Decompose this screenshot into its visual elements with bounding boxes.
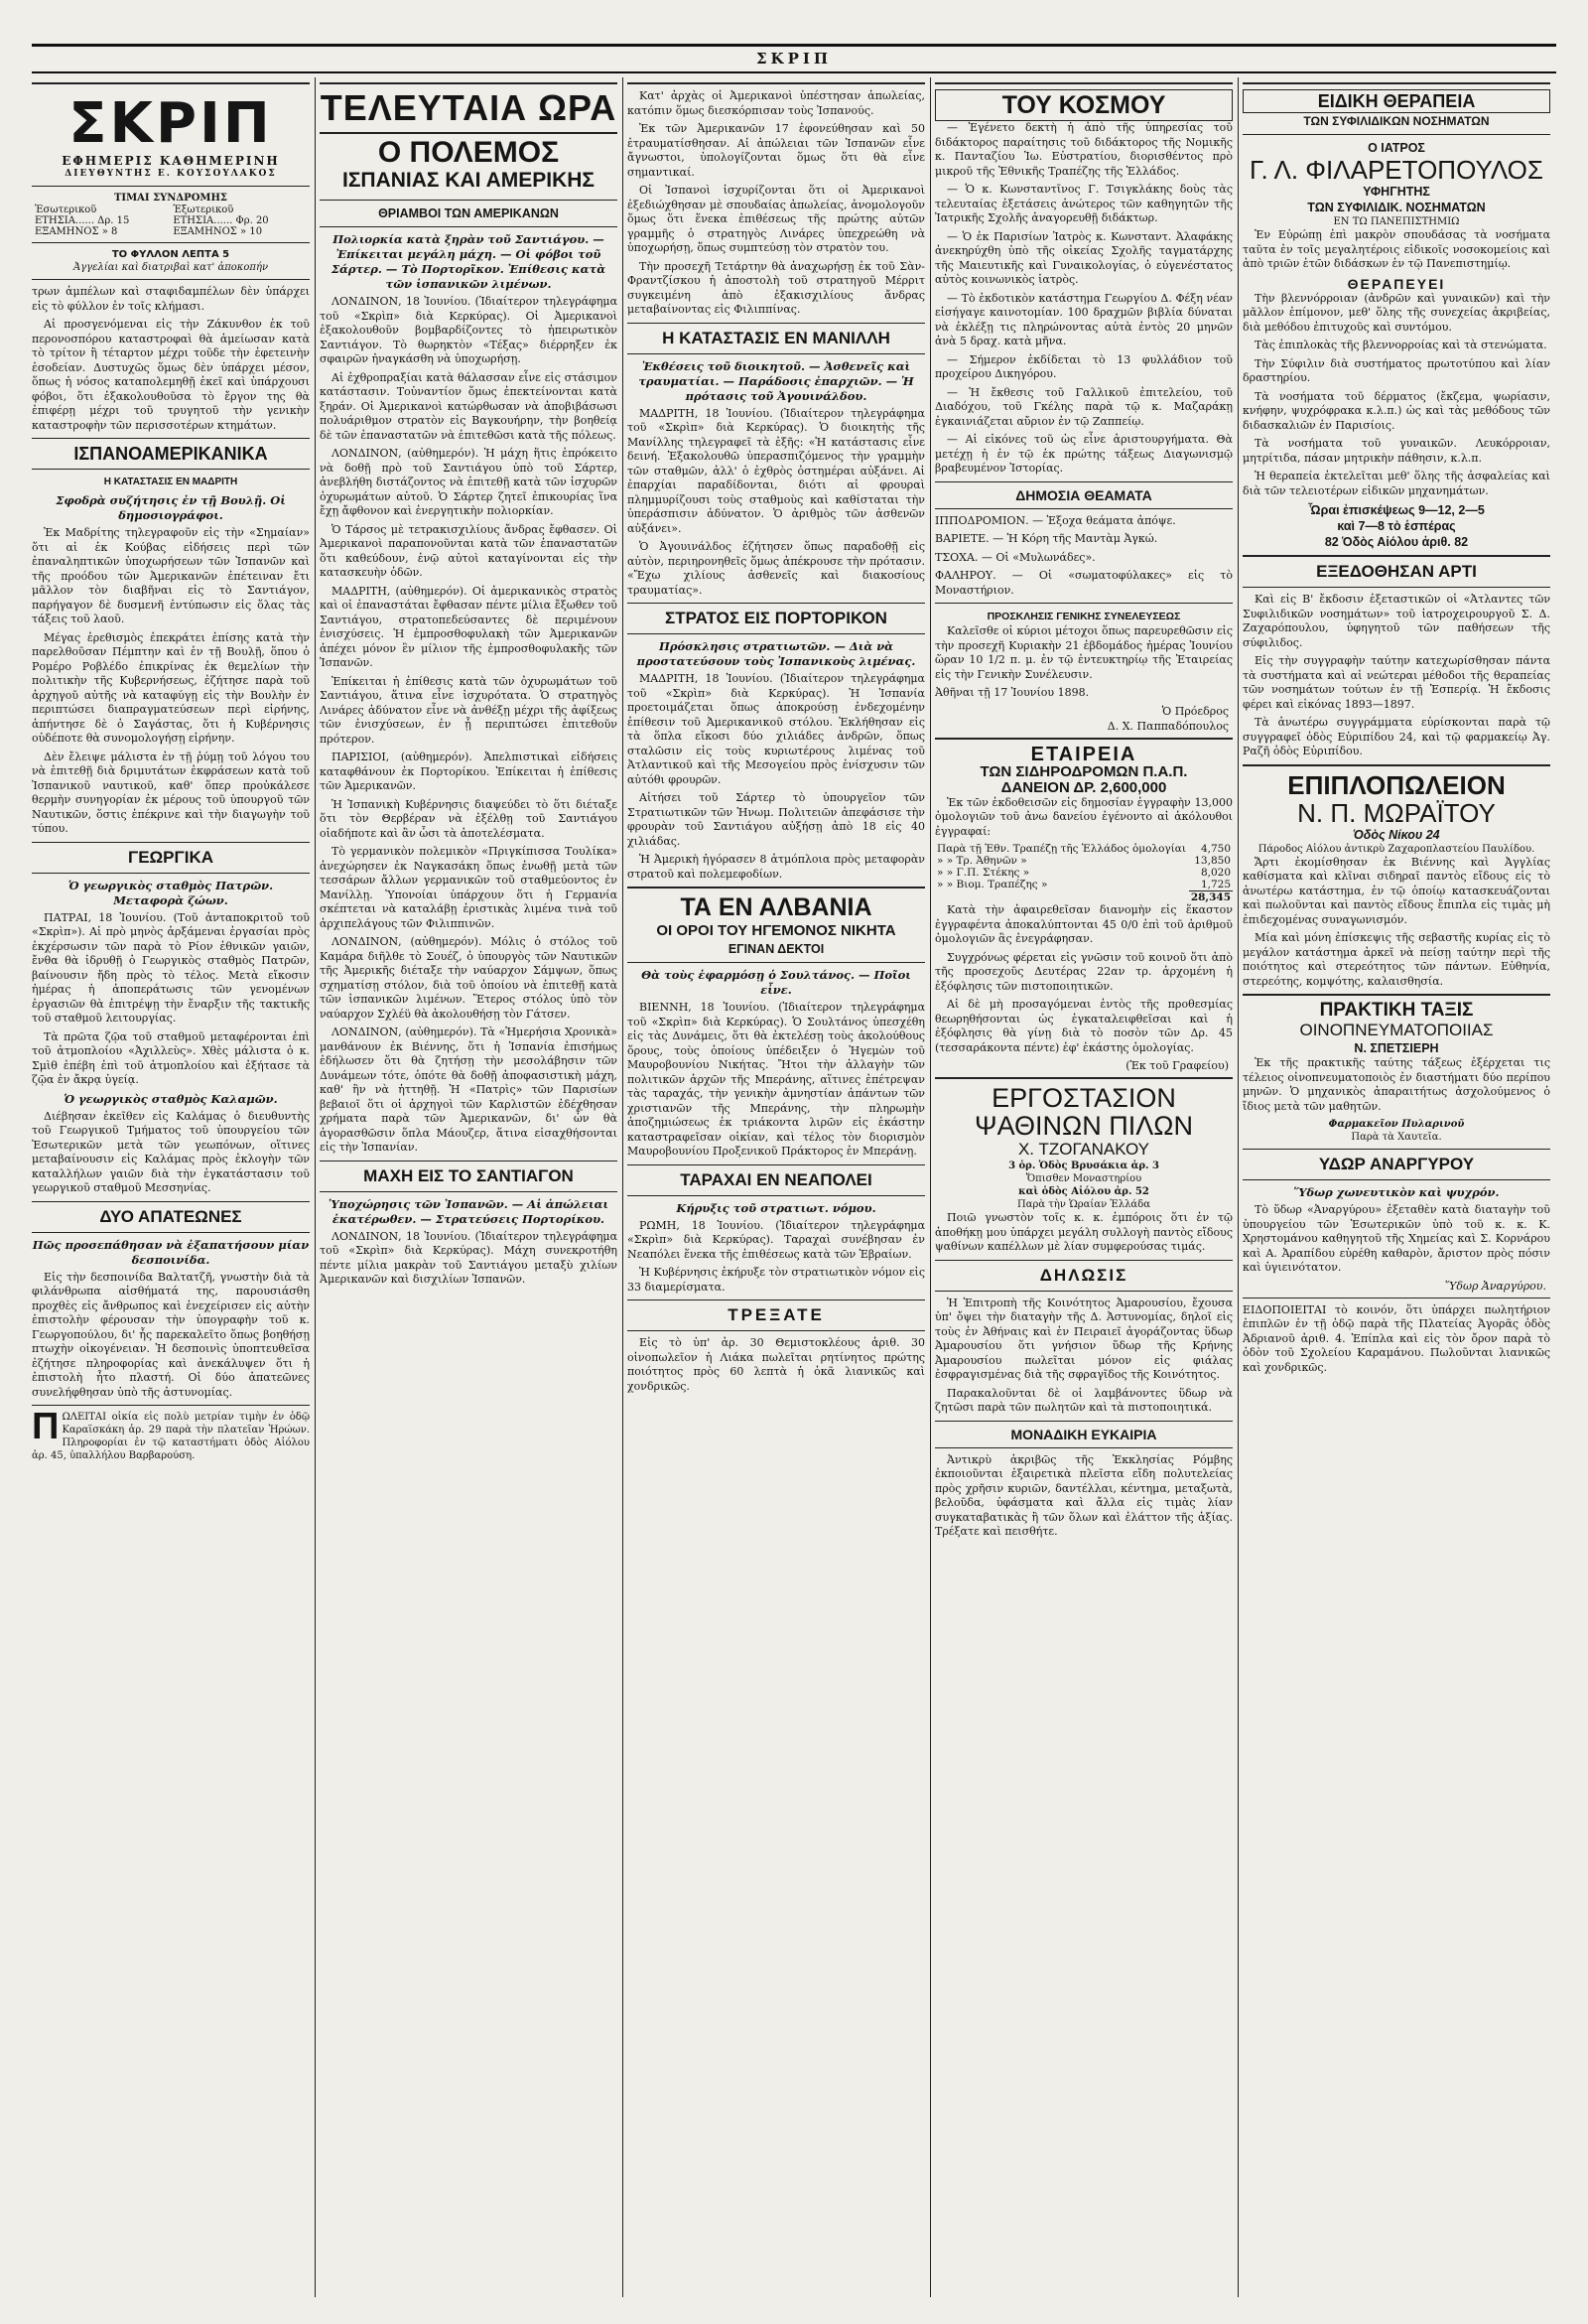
paragraph: Ἡ θεραπεία ἐκτελεῖται μεθ' ὅλης τῆς ἀσφαλείας καὶ διὰ τῶν τελειοτέρων εἰδικῶν μηχανημάτων. [1243,470,1550,497]
article-deck: Πῶς προσεπάθησαν νὰ ἐξαπατήσουν μίαν δεσποινίδα. [32,1237,310,1267]
doctor-name: Γ. Λ. ΦΙΛΑΡΕΤΟΠΟΥΛΟΣ [1250,155,1543,185]
paragraph: ΩΛΕΙΤΑΙ οἰκία εἰς πολὺ μετρίαν τιμὴν ἐν ὁδῷ Καραϊσκάκη ἀρ. 29 παρὰ τὴν πλατεῖαν Ἡρώων. Πληροφορίαι ἐν τῷ καταστήματι ὁδὸς Αἰόλου ἀρ. 45, ὑπαλλήλου Βαρβαρούση. [32,1412,310,1461]
subs-domestic-label: Ἐσωτερικοῦ [35,205,97,215]
ad-heading: Χ. ΤΖΟΓΑΝΑΚΟΥ [1017,1140,1150,1159]
column-2 [320,77,617,2297]
paragraph: Τὸ ὕδωρ «Ἀναργύρου» ἐξεταθὲν κατὰ διαταγὴν τοῦ ὑπουργείου τῶν Ἐσωτερικῶν ὑπὸ τοῦ κ. κ. Κ. Χρηστομάνου καθηγητοῦ τῆς Χημείας καὶ Σ. Κορνάρου καὶ Α. Ἀραπίδου εὑρέθη καθαρὸν, ἄριστον πρὸς πόσιν καὶ ὑγιεινότατον. [1243,1203,1550,1274]
loan-row [935,879,1233,891]
section-heading: ΔΗΜΟΣΙΑ ΘΕΑΜΑΤΑ [1015,486,1152,503]
masthead-title: ΣΚΡΙΠ [68,91,273,156]
ad-heading: ΔΗΛΩΣΙΣ [1039,1265,1128,1285]
divider [627,1195,925,1196]
paragraph: ΛΟΝΔΙΝΟΝ, 18 Ἰουνίου. (Ἰδιαίτερον τηλεγράφημα τοῦ «Σκρὶπ» διὰ Κερκύρας). Μάχη συνεκροτήθη πέντε μίλια μακρὰν τοῦ Σαντιάγου μεταξὺ χιλίων Ἀμερικανῶν καὶ δισχιλίων Ἰσπανῶν. [320,1229,617,1286]
ad-heading: ΕΙΔΙΚΗ ΘΕΡΑΠΕΙΑ [1243,89,1550,113]
loan-row-label: Παρὰ τῇ Ἐθν. Τραπέζῃ τῆς Ἑλλάδος ὁμολογίαι [937,843,1187,855]
subs-cell: ΕΤΗΣΙΑ...... Φρ. 20 [173,215,269,226]
paragraph: Κατ' ἀρχὰς οἱ Ἀμερικανοὶ ὑπέστησαν ἀπωλείας, κατόπιν ὅμως διεσκόρπισαν τοὺς Ἰσπανούς. [627,89,925,117]
office-signature: (Ἐκ τοῦ Γραφείου) [1125,1059,1229,1072]
subs-foreign-label: Ἐξωτερικοῦ [173,205,234,215]
subscription-table [32,205,310,237]
paragraph: Τὸ γερμανικὸν πολεμικὸν «Πριγκίπισσα Τουλίκα» ἀνεχώρησεν ἐκ Ναγκασάκη ὅπως ἐνωθῇ μετὰ τῶν τεσσάρων ἄλλων γερμανικῶν τοῦ σταθμεύοντος ἐν Μανίλλῃ. Ὑπονοίαι ὑπάρχουν ὅτι ἡ Γερμανία σκέπτεται νὰ καταλάβῃ ἐριστικὰς λιμένα τινὰ τοῦ ἀρχιπελάγους τῶν Φιλιππινῶν. [320,845,617,930]
paragraph: Ἐν Εὐρώπῃ ἐπὶ μακρὸν σπουδάσας τὰ νοσήματα ταῦτα ἐν τοῖς μεγαλητέροις εἰδικοῖς νοσοκομείοις καὶ ἀπὸ τριῶν ἐτῶν διδάσκων ἐν τῷ Πανεπιστημίῳ. [1243,228,1550,270]
loan-total-label [935,891,1189,904]
loan-row-label: » » Τρ. Ἀθηνῶν » [937,855,1027,867]
column-1 [32,77,310,2297]
ad-heading: ΨΑΘΙΝΩΝ ΠΙΛΩΝ [975,1111,1193,1141]
divider [935,738,1233,740]
divider [1243,1179,1550,1180]
divider [1243,994,1550,996]
divider [32,469,310,470]
paragraph: Τὴν προσεχῆ Τετάρτην θὰ ἀναχωρήσῃ ἐκ τοῦ Σὰν-Φραντζίσκου ἡ ἀποστολὴ τοῦ στρατηγοῦ Μέρριτ συγκειμένη ἀπὸ ἑξακισχιλίους ἄνδρας μεταβαίνοντας εἰς Φιλιππίνας. [627,259,925,316]
masthead-subtitle: ΕΦΗΜΕΡΙΣ ΚΑΘΗΜΕΡΙΝΗ [62,154,280,168]
ad-subheading: ΥΦΗΓΗΤΗΣ [1363,185,1430,199]
divider [320,132,617,134]
ad-heading: ΥΔΩΡ ΑΝΑΡΓΥΡΟΥ [1318,1155,1475,1173]
divider [320,226,617,227]
divider [627,82,925,84]
headline: Ο ΠΟΛΕΜΟΣ [377,136,560,169]
paragraph: Εἰς τὴν συγγραφὴν ταύτην κατεχωρίσθησαν πάντα τὰ συστήματα καὶ αἱ νεώτεραι μέθοδοι τῆς θεραπείας τῶν νοσημάτων τούτων ἐν τῇ Ἑσπερίᾳ. Ἡ ἔκδοσις φέρει καὶ εἰκόνας 1893—1897. [1243,654,1550,711]
paragraph: Τὴν Σύφιλιν διὰ συστήματος πρωτοτύπου καὶ λίαν δραστηρίου. [1243,356,1550,384]
paragraph: Ἡ Ἐπιτροπὴ τῆς Κοινότητος Ἀμαρουσίου, ἔχουσα ὑπ' ὄψει τὴν διαταγὴν τῆς Δ. Ἀστυνομίας, δηλοῖ εἰς τοὺς ἐν Ἀθήναις καὶ ἐν Πειραιεῖ ἀγοράζοντας ὕδωρ Ἀμαρουσίου ὅτι γνήσιον ὕδωρ τῆς Κρήνης Ἀμαρουσίου πωλεῖται μόνον εἰς φιάλας ἐσφραγισμένας διὰ τῆς σφραγῖδος τῆς Κοινότητος. [935,1296,1233,1381]
paragraph: Δὲν ἔλειψε μάλιστα ἐν τῇ ῥύμῃ τοῦ λόγου του νὰ ἐπιτεθῇ διὰ δριμυτάτων ἐκφράσεων κατὰ τοῦ Ἰσπανικοῦ ναυτικοῦ, καθ' ὅπερ προὐκάλεσε θερμὴν συνηγορίαν ἐκ μέρους τοῦ ὑπουργοῦ τῶν Ναυτικῶν, ὅστις ἐπέκρινε καὶ τὴν διαγωγὴν τοῦ τύπου. [32,750,310,835]
office-hours: καὶ 7—8 τὸ ἑσπέρας [1337,519,1456,533]
paragraph: Ἄρτι ἐκομίσθησαν ἐκ Βιέννης καὶ Ἀγγλίας καθίσματα καὶ κλῖναι σιδηραῖ παντὸς εἴδους εἰς τὸ ἀνωτέρω κατάστημα, ἐν τῷ ὁποίῳ κατασκευάζονται καὶ πωλοῦνται καὶ παντὸς εἴδους ἔπιπλα εἰς τιμὰς μὴ ἐπιδεχομένας συναγωνισμόν. [1243,855,1550,926]
divider [627,1164,925,1165]
headline: ΘΡΙΑΜΒΟΙ ΤΩΝ ΑΜΕΡΙΚΑΝΩΝ [378,206,559,220]
article-deck: Ἐκθέσεις τοῦ διοικητοῦ. — Ἀσθενεῖς καὶ τραυματίαι. — Παράδοσις ἐπαρχιῶν. — Ἡ πρότασις τοῦ Ἀγουινάλδου. [638,358,914,403]
paragraph: Τὴν βλεννόρροιαν (ἀνδρῶν καὶ γυναικῶν) καὶ τὴν μᾶλλον ἐπίμονον, μεθ' ὅλης τῆς συνεχείας ἀκριβείας, διὰ μεθόδου ἐπιτυχοῦς καὶ συντόμου. [1243,291,1550,334]
paragraph: Διέβησαν ἐκεῖθεν εἰς Καλάμας ὁ διευθυντὴς τοῦ Γεωργικοῦ Τμήματος τοῦ ὑπουργείου τῶν Ἐσωτερικῶν μετὰ τῶν γεωπόνων, οἵτινες μεταβαίνουσιν εἰς Καλάμας πρὸς ἐκλογὴν τῶν καταλλήλων γαιῶν διὰ τὴν ἐγκατάστασιν τοῦ γεωργικοῦ σταθμοῦ Μεσσηνίας. [32,1109,310,1194]
headline: Η ΚΑΤΑΣΤΑΣΙΣ ΕΝ ΜΑΝΙΛΛΗ [662,328,890,347]
headline: ΤΡΕΞΑΤΕ [728,1305,825,1324]
article-deck: Σφοδρὰ συζήτησις ἐν τῇ Βουλῇ. Οἱ δημοσιογράφοι. [56,493,286,522]
divider [627,887,925,889]
paragraph: — Αἱ εἰκόνες τοῦ ὡς εἶνε ἀριστουργήματα. Θὰ μετέχῃ ἡ ἐν τῷ ἐκ πρώτης τάξεως Διαγωνισμῷ βραβευμένον Ἰστορίας. [935,433,1233,475]
divider [32,438,310,439]
divider [320,200,617,201]
paragraph: Τὰς ἐπιπλοκὰς τῆς βλεννορροίας καὶ τὰ στενώματα. [1255,339,1547,351]
signature-name: Δ. Χ. Παππαδόπουλος [1107,719,1229,733]
article-deck: Πολιορκία κατὰ ξηρὰν τοῦ Σαντιάγου. — Ἐπίκειται μεγάλη μάχη. — Οἱ φόβοι τοῦ Σάρτερ. — Τὸ Πορτορῖκον. Ἐπίθεσις κατὰ τῶν ἰσπανικῶν λιμένων. [331,232,606,291]
column-divider [622,77,623,2297]
paragraph: ΕΙΔΟΠΟΙΕΙΤΑΙ τὸ κοινόν, ὅτι ὑπάρχει πωλητήριον ἐπιπλῶν ἐν τῇ ὁδῷ παρὰ τῆς Πλατείας Ἀγορᾶς ὁδὸς Ἀδριανοῦ ἀριθ. 4. Ἐπίπλα καὶ εἰς τὸν ὄρον παρὰ τὸ ὁδὸν τοῦ Σχολείου Καραμάνου. Πωλοῦνται λιανικῶς καὶ χονδρικῶς. [1243,1302,1550,1374]
pharmacy-address: Παρὰ τὰ Χαυτεῖα. [1351,1132,1442,1143]
ad-heading: Ν. Π. ΜΩΡΑΪΤΟΥ [1297,797,1496,828]
paragraph: Συγχρόνως φέρεται εἰς γνῶσιν τοῦ κοινοῦ ὅτι ἀπὸ τῆς προσεχοῦς Δευτέρας 22αν τρ. ἀρχομένη ἡ ἐξόφλησις τῶν πιστοποιητικῶν. [935,950,1233,993]
loan-row [935,867,1233,879]
ad-heading: ΤΩΝ ΣΥΦΙΛΙΔΙΚΩΝ ΝΟΣΗΜΑΤΩΝ [1303,114,1490,128]
column-divider [315,77,316,2297]
theater-listing: ΒΑΡΙΕΤΕ. — Ἡ Κόρη τῆς Μαντὰμ Ἀγκώ. [935,532,1158,545]
divider [32,82,310,84]
running-head: ΣΚΡΙΠ [755,50,833,68]
paragraph: Ἡ Ἀμερικὴ ἠγόρασεν 8 ἀτμόπλοια πρὸς μεταφορὰν στρατοῦ καὶ πολεμεφοδίων. [627,853,925,881]
paragraph: Ἡ Κυβέρνησις ἐκήρυξε τὸν στρατιωτικὸν νόμον εἰς 33 διαμερίσματα. [627,1266,925,1294]
divider [320,1191,617,1192]
ad-heading: ΟΙΝΟΠΝΕΥΜΑΤΟΠΟΙΙΑΣ [1299,1021,1494,1039]
paragraph: Καλεῖσθε οἱ κύριοι μέτοχοι ὅπως παρευρεθῶσιν εἰς τὴν προσεχῆ Κυριακὴν 21 ἐβδομάδος ἡμέρας Ἰουνίου ὥραν 10 1/2 π. μ. ἐν τῷ ἐντευκτηρίῳ τῆς Ἑταιρείας εἰς τὴν Γενικὴν Συνέλευσιν. [935,624,1233,681]
divider [627,1299,925,1300]
divider [32,873,310,874]
paragraph: Αἱ δὲ μὴ προσαγόμεναι ἐντὸς τῆς προθεσμίας θεωρηθήσονται ὡς ἐγκαταλειφθεῖσαι καὶ ἡ ἐξόφλησις θὰ γίνῃ διὰ τὸ ποσὸν τῶν Δρ. 45 (τεσσαράκοντα πέντε) ἐφ' ἑκάστης ὁμολογίας. [935,998,1233,1054]
signature-title: Ὁ Πρόεδρος [1161,704,1229,718]
paragraph: ΠΑΤΡΑΙ, 18 Ἰουνίου. (Τοῦ ἀνταποκριτοῦ τοῦ «Σκρὶπ»). Αἱ πρὸ μηνὸς ἀρξάμεναι ἐργασίαι πρὸς ἐκχέρσωσιν τῶν παρὰ τὸ Ρίον ἐθνικῶν γαιῶν, ἔνθα θὰ ἱδρυθῇ ὁ Γεωργικὸς σταθμὸς Πατρῶν, βαίνουσιν ἤδη πρὸς τὸ τέλος. Μετὰ εἴκοσιν ἡμέρας ἡ ἀποπεράτωσις τῶν γενομένων ἐργασιῶν θὰ ἐπιτρέψῃ τὴν ἔναρξιν τῆς τακτικῆς τοῦ σταθμοῦ λειτουργίας. [32,910,310,1025]
divider [1243,134,1550,135]
masthead-director: ΔΙΕΥΘΥΝΤΗΣ Ε. ΚΟΥΣΟΥΛΑΚΟΣ [65,169,277,179]
divider [627,323,925,324]
section-heading: ΔΥΟ ΑΠΑΤΕΩΝΕΣ [99,1206,242,1226]
ad-heading: ΕΠΙΠΛΟΠΩΛΕΙΟΝ [1287,769,1506,800]
divider [32,279,310,280]
paragraph: Παρακαλοῦνται δὲ οἱ λαμβάνοντες ὕδωρ νὰ ζητῶσι παρὰ τῶν πωλητῶν καὶ τὰ πιστοποιητικά. [935,1386,1233,1414]
headline: ΤΑΡΑΧΑΙ ΕΝ ΝΕΑΠΟΛΕΙ [680,1169,872,1189]
divider [935,1260,1233,1261]
paragraph: Οἱ Ἰσπανοὶ ἰσχυρίζονται ὅτι οἱ Ἀμερικανοὶ ἐξεδιώχθησαν μὲ σπουδαίας ἀπωλείας, ἀνομολογοῦν ὅμως ὅτι ἕνεκα ἐπιθέσεως τῆς πρώτης αὐτῶν γραμμῆς ὁ στρατηγὸς Λινάρες ὑπεχρεώθη νὰ ὑποχωρήσῃ, ὅπως συμπτεύσῃ τὸν στρατὸν του. [627,184,925,254]
paragraph: Εἰς τὸ ὑπ' ἀρ. 30 Θεμιστοκλέους ἀριθ. 30 οἰνοπωλεῖον ἡ Λιάκα πωλεῖται ρητίνητος πρώτης ποιότητος πρὸς 60 λεπτὰ ἡ ὀκᾶ λιανικῶς καὶ χονδρικῶς. [627,1336,925,1393]
section-subheading: Η ΚΑΤΑΣΤΑΣΙΣ ΕΝ ΜΑΔΡΙΤΗ [103,477,238,487]
divider [935,481,1233,482]
divider [1243,587,1550,588]
divider [935,1421,1233,1422]
divider [935,603,1233,604]
paragraph: Αἱ προσγενόμεναι εἰς τὴν Ζάκυνθον ἐκ τοῦ περονοσπόρου καταστροφαὶ θὰ ἀμείωσαν κατὰ τὸ τρίτον ἢ τέταρτον μέχρι τοῦδε τὴν ἐφετεινὴν ἐσοδείαν. Δυστυχῶς ὅμως δὲν ὑπάρχει μέσον, ὅπως ἡ νόσος καταπολεμηθῇ ἐκεῖ καὶ ὑπάρχουσι φόβοι, ὅτι ἐξακολουθοῦσα τὸ ἔργον της θὰ ἐπιφέρῃ μέχρι τοῦ τρυγητοῦ τὴν γενικὴν καταστροφὴν τῶν περισσοτέρων κτημάτων. [32,318,310,432]
divider [935,1447,1233,1448]
ad-heading: ΤΩΝ ΣΙΔΗΡΟΔΡΟΜΩΝ Π.Α.Π. [980,762,1188,780]
ad-heading: ΕΞΕΔΟΘΗΣΑΝ ΑΡΤΙ [1316,562,1477,581]
loan-row-value: 1,725 [1200,879,1231,890]
column-4 [935,77,1233,2297]
loan-row-value: 8,020 [1200,867,1231,879]
paragraph: Ἀντικρὺ ἀκριβῶς τῆς Ἐκκλησίας Ρόμβης ἐκποιοῦνται ἐξαιρετικὰ πλεῖστα εἴδη πολυτελείας πρὸς χρῆσιν κυριῶν, δαντέλλαι, κέντημα, μεταξωτὰ, βελοῦδα, ὑφάσματα καὶ ἄλλα εἰς τιμὰς λίαν συγκαταβατικὰς ἢ τῶν ὅλων καὶ ἐλάττον τῆς ἀξίας. Τρέξατε καὶ πεισθήτε. [935,1452,1233,1538]
paragraph: — Ἡ ἔκθεσις τοῦ Γαλλικοῦ ἐπιτελείου, τοῦ Διαδόχου, τοῦ Γκέλης παρὰ τῷ κ. Μαζαράκῃ ἐγκαινιάζεται αὔριον ἐν τῷ Ζαππείῳ. [935,385,1233,428]
theater-listing: ΦΑΛΗΡΟΥ. — Οἱ «σωματοφύλακες» εἰς τὸ Μοναστήριον. [935,569,1233,597]
divider [627,353,925,354]
paragraph: ΒΙΕΝΝΗ, 18 Ἰουνίου. (Ἰδιαίτερον τηλεγράφημα τοῦ «Σκρὶπ» διὰ Κερκύρας). Ὁ Σουλτάνος ὑπεσχέθη εἰς τὰς Δυνάμεις, ὅτι θὰ ἐκτελέσῃ τοὺς ἀκολούθους ὅρους, τοὺς ὁποίους ὑπέδειξεν ὁ Ἡγεμὼν τοῦ Μαυροβουνίου Νικήτας. Ἤτοι τὴν ἀλλαγὴν τῶν πολιτικῶν ἀρχῶν τῆς Μπεράνης, αἵτινες ἐπέτρεψαν τὰς ταραχάς, τὴν γενικὴν ἀμνηστίαν ἁπάντων τῶν χριστιανῶν τῆς Μπεράνης, τὴν πληρωμὴν ἀποζημιώσεως ἐκ τριάκοντα λιρῶν εἰς ἑκάστην καταστραφεῖσαν οἰκίαν, καὶ τέλος τὸν διορισμὸν Μαυροβουνίου Προξενικοῦ Πράκτορος ἐν Μπεράνῃ. [627,1001,925,1158]
paragraph: Τὰ νοσήματα τοῦ δέρματος (ἔκζεμα, ψωρίασιν, κνήφην, ψυχρόφρακα κ.λ.π.) ὡς καὶ τὰς μεθόδους τῶν διδασκαλιῶν ἐν Παρισίοις. [1243,389,1550,432]
paragraph: Καὶ εἰς Β' ἔκδοσιν ἐξεταστικῶν οἱ «Ἀτλαντες τῶν Συφιλιδικῶν νοσημάτων» τοῦ ἰατροχειρουργοῦ Σ. Δ. Ζαχαρόπουλου, ὑφηγητοῦ τῶν παθήσεων τῆς σύφιλιδος. [1243,593,1550,649]
dropcap: Π [32,1406,60,1447]
divider [32,186,310,187]
divider [32,242,310,243]
paragraph: Κατὰ τὴν ἀφαιρεθεῖσαν διανομὴν εἰς ἕκαστον ἐγγραφέντα ἀποκαλύπτονται 45 0/0 ἐπὶ τοῦ ἀριθμοῦ ὁμολογιῶν ἃς ἐνεγράφησαν. [935,903,1233,945]
ad-subheading: ΕΝ ΤΩ ΠΑΝΕΠΙΣΤΗΜΙΩ [1333,216,1460,227]
loan-row [935,843,1233,855]
paragraph: — Σήμερον ἐκδίδεται τὸ 13 φυλλάδιον τοῦ προχείρου Δικηγόρου. [935,352,1233,380]
ads-notice: Ἀγγελίαι καὶ διατριβαὶ κατ' ἀποκοπήν [72,262,269,273]
newspaper-page [32,44,1556,2307]
loan-row-value: 4,750 [1200,843,1231,855]
paragraph: Ἐκ τῶν ἐκδοθεισῶν εἰς δημοσίαν ἐγγραφὴν 13,000 ὁμολογιῶν τοῦ ἀνω δανείου ἐγένοντο αἱ ἀκόλουθοι ἐγγραφαί: [935,795,1233,838]
paragraph: — Ἐγένετο δεκτὴ ἡ ἀπὸ τῆς ὑπηρεσίας τοῦ διδάκτορος παραίτησις τοῦ διδάκτορος τῆς Νομικῆς κ. Πανταζίου Ἰω. Εὐστρατίου, διορισθέντος πρὸ μικροῦ τῆς Ἐθνικῆς Τραπέζης τῆς Ἑλλάδος. [935,121,1233,178]
ad-heading: ΔΑΝΕΙΟΝ ΔΡ. 2,600,000 [1000,778,1167,796]
divider [32,1201,310,1202]
classified-ad [32,1406,310,1462]
theater-listing: ΤΣΟΧΑ. — Οἱ «Μυλωνάδες». [935,550,1096,564]
paragraph: Αἰτήσει τοῦ Σάρτερ τὸ ὑπουργεῖον τῶν Στρατιωτικῶν τῶν Ἡνωμ. Πολιτειῶν ἀπεφάσισε τὴν φρουρὰν τοῦ Σαντιάγου αὐξήσῃ ἀπὸ 18 εἰς 40 χιλιάδας. [627,791,925,848]
divider [320,82,617,84]
section-heading: ΤΕΛΕΥΤΑΙΑ ΩΡΑ [320,87,617,128]
loan-table [935,843,1233,903]
headline: ΣΤΡΑΤΟΣ ΕΙΣ ΠΟΡΤΟΡΙΚΟΝ [665,609,887,627]
article-deck: Θὰ τοὺς ἐφαρμόσῃ ὁ Σουλτάνος. — Ποῖοι εἶνε. [641,968,911,997]
paragraph: Ἐκ τῶν Ἀμερικανῶν 17 ἐφονεύθησαν καὶ 50 ἐτραυματίσθησαν. Αἱ ἀπώλειαι τῶν Ἰσπανῶν εἶνε ἄγνωστοι, ὑπολογίζονται ὅμως ὅτι θὰ εἶνε σημαντικαί. [627,122,925,179]
paragraph: ΜΑΔΡΙΤΗ, 18 Ἰουνίου. (Ἰδιαίτερον τηλεγράφημα τοῦ «Σκρὶπ» διὰ Κερκύρας). Ὁ διοικητὴς τῆς Μανίλλης τηλεγραφεῖ τὰ ἑξῆς: «Ἡ κατάστασις εἶνε δεινή. Ἐξακολουθῶ ὑπερασπιζόμενος τὴν γραμμὴν τῶν σταθμῶν, ἀλλ' ὁ ἐχθρὸς ὀστημέραι αὐξάνει. Αἱ ἐπαρχίαι παραδίδονται, διότι αἱ φρουραὶ πλημμυρίζουσι τοὺς σταθμοὺς καὶ καθίσταται τὴν ὑπεράσπισιν ἀδύνατον. Ὁ ἀριθμὸς τῶν ἀσθενῶν αὐξάνει». [627,406,925,535]
ad-address: Πάροδος Αἰόλου ἀντικρὺ Ζαχαροπλαστείου Παυλίδου. [1257,843,1535,855]
column-divider [1238,77,1239,2297]
article-deck: Πρόσκλησις στρατιωτῶν. — Διὰ νὰ προστατεύσουν τοὺς Ἰσπανικοὺς λιμένας. [636,639,916,668]
paragraph: — Τὸ ἐκδοτικὸν κατάστημα Γεωργίου Δ. Φέξη νέαν εἰσήγαγε καινοτομίαν. 100 δραχμῶν βιβλία δύναται νὰ ἐκλέξῃ τις πληρώνοντας αὐτὰ ἐντὸς 20 μηνῶν ἀνὰ 5 δραχ. κατὰ μῆνα. [935,291,1233,347]
loan-row-label: » » Βιομ. Τραπέζης » [937,879,1048,891]
loan-table-body [935,843,1233,891]
paragraph: Αἱ ἐχθροπραξίαι κατὰ θάλασσαν εἶνε εἰς στάσιμον κατάστασιν. Τοὐναντίον ὅμως ἐπεκτείνονται κατὰ ξηράν. Οἱ Ἀμερικανοὶ κατώρθωσαν νὰ ἀποβιβάσωσι πολυάριθμον στρατὸν εἰς Βαγκουήρην, τὴν βοηθείᾳ δὲ τῶν ἐπαναστατῶν νὰ ἐπιτεθῶσι κατὰ τῆς πόλεως. [320,370,617,442]
subscription-title: ΤΙΜΑΙ ΣΥΝΔΡΟΜΗΣ [113,193,228,204]
paragraph: Μέγας ἐρεθισμὸς ἐπεκράτει ἐπίσης κατὰ τὴν παρελθοῦσαν Πέμπτην καὶ ἐν τῇ Βουλῇ, ὅπου ὁ Ρομέρο Ροβλέδο ἐπικρίνας ἐκ θεμελίων τὴν πολιτικὴν τῆς Κυβερνήσεως, ἐζήτησε παρὰ τοῦ ἀρχηγοῦ αὐτῆς νὰ καταφύγῃ εἰς τὴν Βουλὴν ἐν περιπτώσει διαπραγματεύσεων περὶ εἰρήνης, ἀπήντησε δὲ ὁ Σαγάστας, ὅτι ἡ Κυβέρνησις οὐδέποτε θὰ συνομολογήσῃ εἰρήνην. [32,630,310,745]
paragraph: ΜΑΔΡΙΤΗ, 18 Ἰουνίου. (Ἰδιαίτερον τηλεγράφημα τοῦ «Σκρὶπ» διὰ Κερκύρας). Ἡ Ἰσπανία προετοιμάζεται ὅπως ἀποκρούσῃ ἐνδεχομένην ἐπίθεσιν τοῦ Ἀμερικανικοῦ στόλου. Ἐκλήθησαν εἰς τὰ ὅπλα εἴκοσι δύο χιλιάδες ἀνδρῶν, ὅπως σταλῶσιν εἰς τοὺς κυριωτέρους λιμένας τοῦ Ἀτλαντικοῦ καὶ τῆς Μεσογείου πρὸς ἐνίσχυσιν τῶν αὐτόθι φρουρῶν. [627,672,925,786]
ad-address: Ὁδὸς Νίκου 24 [1353,827,1440,842]
divider [32,1232,310,1233]
theater-listing: ΙΠΠΟΔΡΟΜΙΟΝ. — Ἐξοχα θεάματα ἀπόψε. [935,513,1176,527]
divider [1243,82,1550,84]
subs-cell: ΕΞΑΜΗΝΟΣ » 10 [173,226,263,237]
loan-row-value: 13,850 [1194,855,1231,867]
article-deck: Ὑποχώρησις τῶν Ἰσπανῶν. — Αἱ ἀπώλειαι ἑκατέρωθεν. — Στρατεύσεις Πορτορίκου. [328,1196,609,1226]
paragraph: — Ὁ κ. Κωνσταντῖνος Γ. Τσιγκλάκης δοὺς τὰς τελευταίας ἐξετάσεις ἀνώτερος τῶν καθηγητῶν τῆς Ἰατρικῆς Σχολῆς ἀναγορευθῇ διδάκτωρ. [935,183,1233,224]
paragraph: Ἐκ τῆς πρακτικῆς ταύτης τάξεως ἐξέρχεται τις τέλειος οἰνοπνευματοποιὸς ἐν διαστήματι δύο περίπου μηνῶν. Ὁ μηχανικὸς ἀπαραιτήτως ἀσχολούμενος ὁ ἴδιος μετὰ τῶν μαθητῶν. [1243,1056,1550,1113]
divider [1243,1149,1550,1150]
paragraph: Ἡ Ἰσπανικὴ Κυβέρνησις διαψεύδει τὸ ὅτι διέταξε ὅτι τὸν Θερβέραν νὰ ἐξέλθῃ τοῦ Σαντιάγου οἱαδήποτε καὶ ἂν ὦσι τὰ ἀποτελέσματα. [320,797,617,840]
ad-address: Ὄπισθεν Μοναστηρίου [1025,1173,1142,1184]
paragraph: ΡΩΜΗ, 18 Ἰουνίου. (Ἰδιαίτερον τηλεγράφημα «Σκρὶπ» διὰ Κερκύρας). Ταραχαὶ συνέβησαν ἐν Νεαπόλει ἕνεκα τῆς ἐπιθέσεως κατὰ τῶν Ἑβραίων. [627,1218,925,1261]
ad-heading: ΘΕΡΑΠΕΥΕΙ [1347,275,1446,292]
office-address: 82 Ὁδὸς Αἰόλου ἀριθ. 82 [1324,535,1469,549]
article-deck: Ὁ γεωργικὸς σταθμὸς Καλαμῶν. [64,1091,278,1106]
divider [935,1291,1233,1292]
ad-subheading: ΤΩΝ ΣΥΦΙΛΙΔΙΚ. ΝΟΣΗΜΑΤΩΝ [1307,201,1486,214]
divider [1243,1298,1550,1299]
ad-signature: Ὕδωρ Ἀναργύρου. [1444,1279,1546,1293]
headline: ΜΑΧΗ ΕΙΣ ΤΟ ΣΑΝΤΙΑΓΟΝ [363,1165,574,1185]
column-5 [1243,77,1550,2297]
paragraph: ΛΟΝΔΙΝΟΝ, 18 Ἰουνίου. (Ἰδιαίτερον τηλεγράφημα τοῦ «Σκρὶπ» διὰ Κερκύρας). Οἱ Ἀμερικανοὶ ἐξακολουθοῦν βομβαρδίζοντες τὸ ἠπειρωτικὸν Σαντιάγον. Τὸ θωρηκτὸν «Τέξας» διέρρηξεν ἐκ σφαιρῶν ἠναγκάσθη νὰ ὑποχωρήσῃ. [320,295,617,365]
paragraph: ΛΟΝΔΙΝΟΝ, (αὐθημερόν). Τὰ «Ἡμερήσια Χρονικὰ» μανθάνουν ἐκ Βιέννης, ὅτι ἡ Ἰσπανία ἐπισήμως ἐδήλωσεν ὅτι θὰ ζητήσῃ τὴν μεσολάβησιν τῶν Δυνάμεων τότε, ὁπότε θὰ δοθῇ ἀποφασιστικὴ μάχη, καθ' ἣν νὰ ἡττηθῇ. Ἡ «Πατρὶς» τῶν Παρισίων βεβαιοῖ ὅτι οἱ ἀρχηγοὶ τῶν Καρλιστῶν ἐδέχθησαν χρήματα παρὰ τῶν Ἀμερικανῶν, δι' ὧν θὰ ἀγορασθῶσιν ὅπλα Μάουζερ, ἅτινα εἰσαχθήσονται εἰς τὴν Ἰσπανίαν. [320,1025,617,1154]
divider [627,603,925,604]
loan-row-label: » » Γ.Π. Στέκης » [937,867,1030,879]
subs-cell: ΕΞΑΜΗΝΟΣ » 8 [35,226,118,237]
ad-address: καὶ ὁδὸς Αἰόλου ἀρ. 52 [1018,1186,1149,1197]
pharmacy-name: Φαρμακεῖον Πυλαρινοῦ [1328,1119,1465,1130]
divider [627,962,925,963]
loan-row [935,855,1233,867]
article-deck: Κήρυξις τοῦ στρατιωτ. νόμου. [676,1200,876,1215]
divider [320,1161,617,1162]
section-heading: ΙΣΠΑΝΟΑΜΕΡΙΚΑΝΙΚΑ [73,444,268,464]
divider [935,82,1233,84]
top-rule [32,44,1556,47]
head-rule [32,71,1556,73]
divider [1243,555,1550,557]
headline: ΙΣΠΑΝΙΑΣ ΚΑΙ ΑΜΕΡΙΚΗΣ [341,169,596,192]
divider [1243,764,1550,766]
paragraph: Ἐκ Μαδρίτης τηλεγραφοῦν εἰς τὴν «Σημαίαν» ὅτι αἱ ἐκ Κούβας εἰδήσεις περὶ τῶν ἐπαναληπτικῶν ὑποχωρήσεων τῶν Ἰσπανῶν καὶ τῆς προόδου τῶν Ἀμερικανῶν ἐπέτειναν ἔτι μᾶλλον τὸν διαβῆναι εἰς τὸ Σαντιάγον, παρήγαγον δὲ δυσμενῆ ἐντύπωσιν εἰς ὅλας τὰς τάξεις τοῦ λαοῦ. [32,526,310,625]
divider [627,633,925,634]
divider [32,1405,310,1406]
ad-heading: ΜΟΝΑΔΙΚΗ ΕΥΚΑΙΡΙΑ [1010,1426,1157,1442]
article-deck: Ὁ γεωργικὸς σταθμὸς Πατρῶν. Μεταφορὰ ζώων. [67,878,274,907]
paragraph: Τὰ ἀνωτέρω συγγράμματα εὑρίσκονται παρὰ τῷ συγγραφεῖ ὁδὸς Εὐριπίδου 24, καὶ τῷ φαρμακείῳ Ἀγ. Ραζῆ ὁδὸς Εὐριπίδου. [1243,716,1550,757]
section-heading: ΓΕΩΡΓΙΚΑ [127,847,214,867]
paragraph: ΜΑΔΡΙΤΗ, (αὐθημερόν). Οἱ ἀμερικανικὸς στρατὸς καὶ οἱ ἐπαναστάται ἔφθασαν πέντε μίλια ἔξωθεν τοῦ Σαντιάγου, στρατοπεδεύσαντες δὲ περιμένουν ἐνισχύσεις. Ἡ ἐμπροσθοφυλακὴ τῶν Ἀμερικανῶν ἀπέχει μόνον ἓν μίλιον τῆς ἐμπροσθοφυλακῆς τῶν Ἰσπανῶν. [320,584,617,669]
column-3 [627,77,925,2297]
paragraph: — Ὁ ἐκ Παρισίων Ἰατρὸς κ. Κωνσταντ. Ἀλαφάκης ἀνεκηρύχθη ὑπὸ τῆς οἰκείας Σχολῆς ταγματάρχης τῆς Μαιευτικῆς καὶ Γυναικολογίας, ὁ εὐγενέστατος αὐτὸς κοινωνικὸς ἰατρὸς. [935,229,1233,286]
article-deck: Ὕδωρ χωνευτικὸν καὶ ψυχρόν. [1293,1185,1500,1199]
paragraph: ΛΟΝΔΙΝΟΝ, (αὐθημερόν). Ἡ μάχη ἥτις ἐπρόκειτο νὰ δοθῇ πρὸ τοῦ Σαντιάγου ὑπὸ τοῦ Σάρτερ, ἀνεβλήθη διστάζοντος νὰ ἐπιτεθῇ κατὰ τῶν ἰσχυρῶν ὀχυρωμάτων αὐτοῦ. Ὁ Σάρτερ ζητεῖ ἐπικουρίας ἵνα ἔχῃ ἄφθονον καὶ ἐνεργητικὴν πολιορκίαν. [320,447,617,517]
paragraph: Ὁ Ἀγουινάλδος ἐζήτησεν ὅπως παραδοθῇ εἰς αὐτὸν, περιηρονηθεῖς ὅμως ἀπέκρουσε τὴν πρότασιν. «Ἔχω χιλίους ἀσθενεῖς καὶ διακοσίους τραυματίας». [627,540,925,597]
section-heading: ΤΟΥ ΚΟΣΜΟΥ [935,89,1233,121]
subs-cell: ΕΤΗΣΙΑ...... Δρ. 15 [35,215,130,226]
ad-heading: ΕΤΑΙΡΕΙΑ [1030,743,1137,765]
divider [935,1077,1233,1079]
headline: ΕΓΙΝΑΝ ΔΕΚΤΟΙ [728,942,825,956]
loan-total: 28,345 [1189,891,1233,904]
ad-heading: Ο ΙΑΤΡΟΣ [1368,141,1425,155]
paragraph: Εἰς τὴν δεσποινίδα Βαλτατζῆ, γνωστὴν διὰ τὰ φιλάνθρωπα αἰσθήματά της, παρουσιάσθη προχθὲς εἰς ἄνθρωπος καὶ ἐνεχείρισεν εἰς αὐτὴν ἐπιστολὴν φέρουσαν τὴν ὑπογραφὴν τοῦ κ. Γεωργοπούλου, δι' ἧς παρεκαλεῖτο ὅπως βοηθήσῃ πτωχὴν οἰκογένειαν. Ἡ δεσποινὶς ὑποπτευθεῖσα ἐζήτησε πληροφορίας καὶ ἀνεκάλυψεν ὅτι ἡ ἐπιστολὴ ἦτο πλαστή. Οἱ δύο ἀπατεῶνες συνελήφθησαν ὑπὸ τῆς ἀστυνομίας. [32,1270,310,1399]
paragraph: ΠΑΡΙΣΙΟΙ, (αὐθημερόν). Ἀπελπιστικαὶ εἰδήσεις καταφθάνουν ἐκ Πορτορίκου. Ἐπίκειται ἡ ἐπίθεσις τῶν Ἀμερικανῶν. [320,751,617,792]
divider [935,508,1233,509]
issue-price: ΤΟ ΦΥΛΛΟΝ ΛΕΠΤΑ 5 [111,249,230,260]
paragraph: Ποιῶ γνωστὸν τοῖς κ. κ. ἐμπόροις ὅτι ἐν τῷ ἀποθήκῃ μου ὑπάρχει μεγάλη συλλογὴ παντὸς εἴδους ψαθίνων καπέλλων μὲ λίαν συμφερούσας τιμάς. [935,1211,1233,1253]
ad-address: Παρὰ τὴν Ὡραίαν Ἑλλάδα [1017,1199,1150,1210]
ad-heading: ΕΡΓΟΣΤΑΣΙΟΝ [992,1083,1176,1113]
divider [32,842,310,843]
headline: ΤΑ ΕΝ ΑΛΒΑΝΙΑ [680,893,872,921]
paragraph: Ὁ Τάρσος μὲ τετρακισχιλίους ἄνδρας ἔφθασεν. Οἱ Ἀμερικανοὶ παραπονοῦνται κατὰ τῶν ἐπαναστατῶν ὅτι καθεύδουν, ἐνῷ αὐτοὶ καταγίνονται εἰς τὴν κατασκευὴν ὁδῶν. [320,522,617,579]
column-divider [930,77,931,2297]
ad-address: 3 ὁρ. Ὁδὸς Βρυσάκια ἀρ. 3 [1008,1161,1159,1171]
paragraph: Ἐπίκειται ἡ ἐπίθεσις κατὰ τῶν ὀχυρωμάτων τοῦ Σαντιάγου, ἅτινα εἶνε ἰσχυρότατα. Ὁ στρατηγὸς Λινάρες ἀδύνατον εἶνε νὰ ἀνθέξῃ μέχρι τῆς ἀφίξεως τῶν ἐνισχύσεων, ἐν ᾗ περιπτώσει ἐπιτεθοῦν πρότερον. [320,674,617,746]
ad-heading: ΠΡΑΚΤΙΚΗ ΤΑΞΙΣ [1319,1000,1474,1021]
headline: ΟΙ ΟΡΟΙ ΤΟΥ ΗΓΕΜΟΝΟΣ ΝΙΚΗΤΑ [656,922,896,939]
notice-date: Ἀθῆναι τῇ 17 Ἰουνίου 1898. [935,686,1090,699]
paragraph: ΛΟΝΔΙΝΟΝ, (αὐθημερόν). Μόλις ὁ στόλος τοῦ Καμάρα διῆλθε τὸ Σουέζ, ὁ ὑπουργὸς τῶν Ναυτικῶν τῆς Ἀμερικῆς διέταξε τὴν ναύαρχον Σάμψων, ὅπως σχηματίσῃ στόλον, διὰ τοῦ ὁποίου νὰ ἐπιτεθῇ κατὰ τῶν ἱσπανικῶν λιμένων. Ἕτερος στόλος ὑπὸ τὸν ναύαρχον Σχλέϋ θὰ ἀκολουθήσῃ τὸν Γάτσεν. [320,935,617,1021]
paragraph: Μία καὶ μόνη ἐπίσκεψις τῆς σεβαστῆς κυρίας εἰς τὸ μεγάλον κατάστημα ἀρκεῖ νὰ πείσῃ ταύτην περὶ τῆς ποιότητος καὶ στερεότητος τῶν πάντων. Εὐθηνία, στερεότης, κομψότης, καλαισθησία. [1243,931,1550,988]
divider [627,1330,925,1331]
paragraph: τρων ἀμπέλων καὶ σταφιδαμπέλων δὲν ὑπάρχει εἰς τὸ φύλλον ἐν τοῖς κλήμασι. [32,285,310,313]
ad-heading: Ν. ΣΠΕΤΣΙΕΡΗ [1354,1041,1439,1055]
paragraph: Τὰ πρῶτα ζῷα τοῦ σταθμοῦ μεταφέρονται ἐπὶ τοῦ ἀτμοπλοίου «Ἀχιλλεὺς». Χθὲς μάλιστα ὁ κ. Σμὶθ ἐπέβη ἐπὶ τοῦ ἀτμοπλοίου καὶ ἐξήτασε τὰ ζῷα ἐν ἄκρᾳ ὑγείᾳ. [32,1029,310,1086]
notice-heading: ΠΡΟΣΚΛΗΣΙΣ ΓΕΝΙΚΗΣ ΣΥΝΕΛΕΥΣΕΩΣ [987,611,1181,622]
paragraph: Τὰ νοσήματα τοῦ γυναικῶν. Λευκόρροιαν, μητρίτιδα, πάσαν μητρικὴν πάθησιν, κ.λ.π. [1243,437,1550,465]
office-hours: Ὧραι ἐπισκέψεως 9—12, 2—5 [1308,503,1485,517]
